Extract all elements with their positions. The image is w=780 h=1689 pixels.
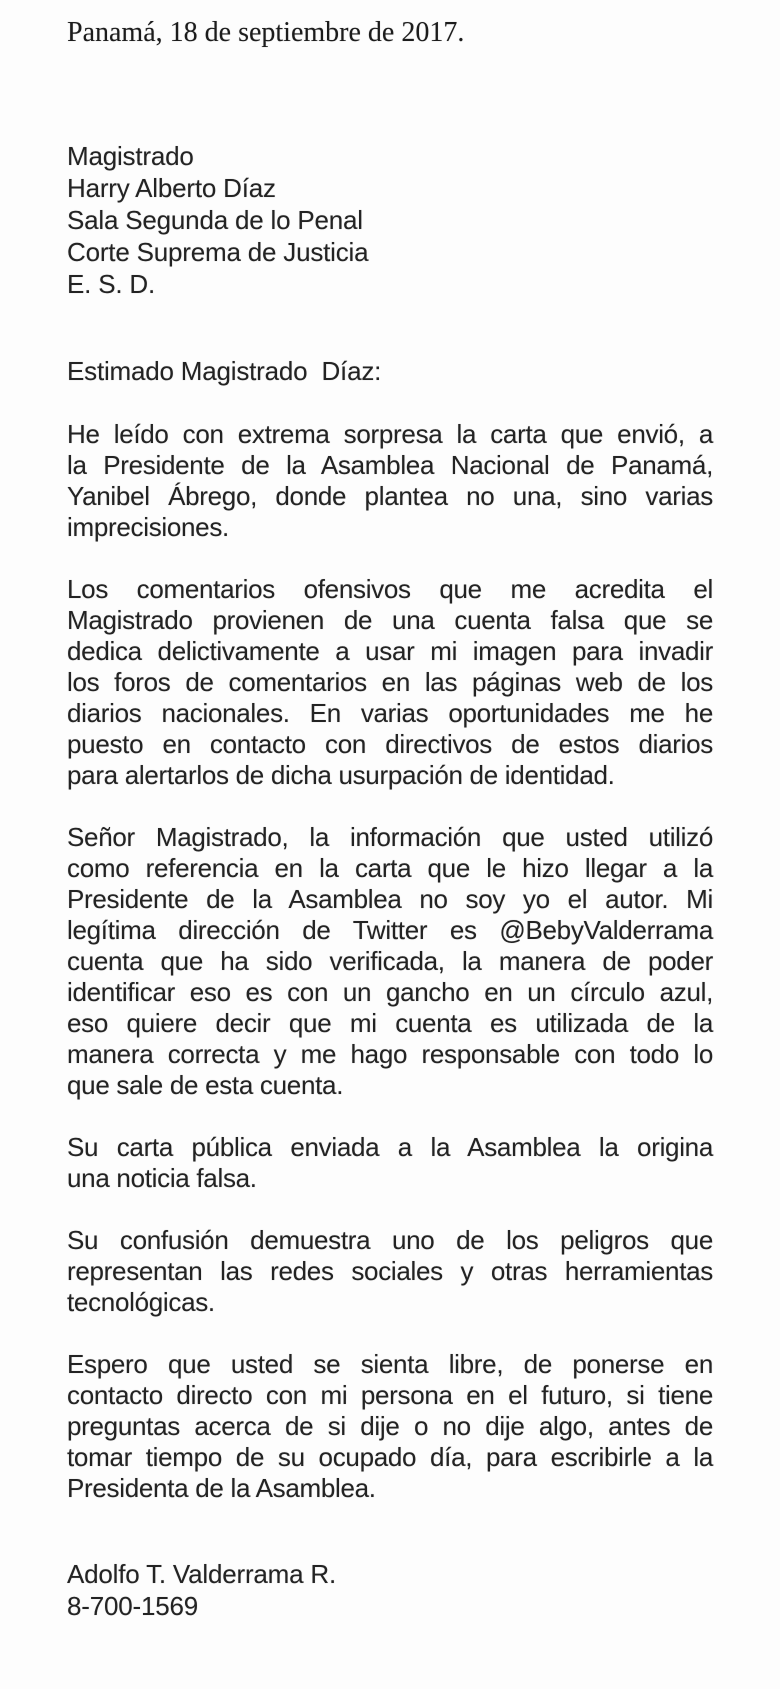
recipient-line: Magistrado (67, 141, 194, 171)
recipient-block (67, 140, 780, 300)
paragraph (67, 1132, 713, 1194)
body-line: identificar eso es con un gancho en un círculo azul, (67, 977, 713, 1007)
body-line: Presidente de la Asamblea no soy yo el autor. Mi (67, 884, 713, 914)
body-line: manera correcta y me hago responsable con todo lo (67, 1039, 713, 1069)
body-line: Señor Magistrado, la información que usted utilizó (67, 822, 713, 852)
body-line: para alertarlos de dicha usurpación de identidad. (67, 760, 615, 790)
body-line: diarios nacionales. En varias oportunidades me he (67, 698, 713, 728)
body-line: representan las redes sociales y otras herramientas (67, 1256, 713, 1286)
body-line: eso quiere decir que mi cuenta es utilizada de la (67, 1008, 713, 1038)
body-line: tecnológicas. (67, 1287, 215, 1317)
body-line: como referencia en la carta que le hizo llegar a la (67, 853, 713, 883)
body-line: la Presidente de la Asamblea Nacional de Panamá, (67, 450, 713, 480)
paragraph (67, 1225, 713, 1318)
paragraph (67, 1349, 713, 1504)
recipient-line: Sala Segunda de lo Penal (67, 205, 363, 235)
body-line: tomar tiempo de su ocupado día, para escribirle a la (67, 1442, 713, 1472)
body-line: preguntas acerca de si dije o no dije algo, antes de (67, 1411, 713, 1441)
body-line: legítima dirección de Twitter es @BebyValderrama (67, 915, 713, 945)
paragraph (67, 822, 713, 1101)
body-line: Los comentarios ofensivos que me acredita el (67, 574, 713, 604)
body-line: contacto directo con mi persona en el futuro, si tiene (67, 1380, 713, 1410)
body-line: Yanibel Ábrego, donde plantea no una, sino varias (67, 481, 713, 511)
body-line: Su confusión demuestra uno de los peligros que (67, 1225, 713, 1255)
body-line: Su carta pública enviada a la Asamblea la origina (67, 1132, 713, 1162)
signature-id: 8-700-1569 (67, 1591, 198, 1621)
recipient-line: Harry Alberto Díaz (67, 173, 276, 203)
recipient-line: E. S. D. (67, 269, 155, 299)
recipient-line: Corte Suprema de Justicia (67, 237, 369, 267)
body-line: una noticia falsa. (67, 1163, 257, 1193)
paragraph (67, 419, 713, 543)
body-line: los foros de comentarios en las páginas web de los (67, 667, 713, 697)
letter-date: Panamá, 18 de septiembre de 2017. (67, 17, 465, 48)
signature-name: Adolfo T. Valderrama R. (67, 1559, 337, 1589)
salutation: Estimado Magistrado Díaz: (67, 356, 382, 386)
paragraph (67, 574, 713, 791)
body-line: puesto en contacto con directivos de estos diarios (67, 729, 713, 759)
signature-block (67, 1558, 780, 1622)
body-line: que sale de esta cuenta. (67, 1070, 344, 1100)
body-line: dedica delictivamente a usar mi imagen para invadir (67, 636, 713, 666)
body-line: imprecisiones. (67, 512, 229, 542)
body-line: Presidenta de la Asamblea. (67, 1473, 376, 1503)
body-line: Espero que usted se sienta libre, de ponerse en (67, 1349, 713, 1379)
body-line: cuenta que ha sido verificada, la manera de poder (67, 946, 713, 976)
letter-body (67, 419, 713, 1504)
body-line: He leído con extrema sorpresa la carta que envió, a (67, 419, 713, 449)
body-line: Magistrado provienen de una cuenta falsa que se (67, 605, 713, 635)
